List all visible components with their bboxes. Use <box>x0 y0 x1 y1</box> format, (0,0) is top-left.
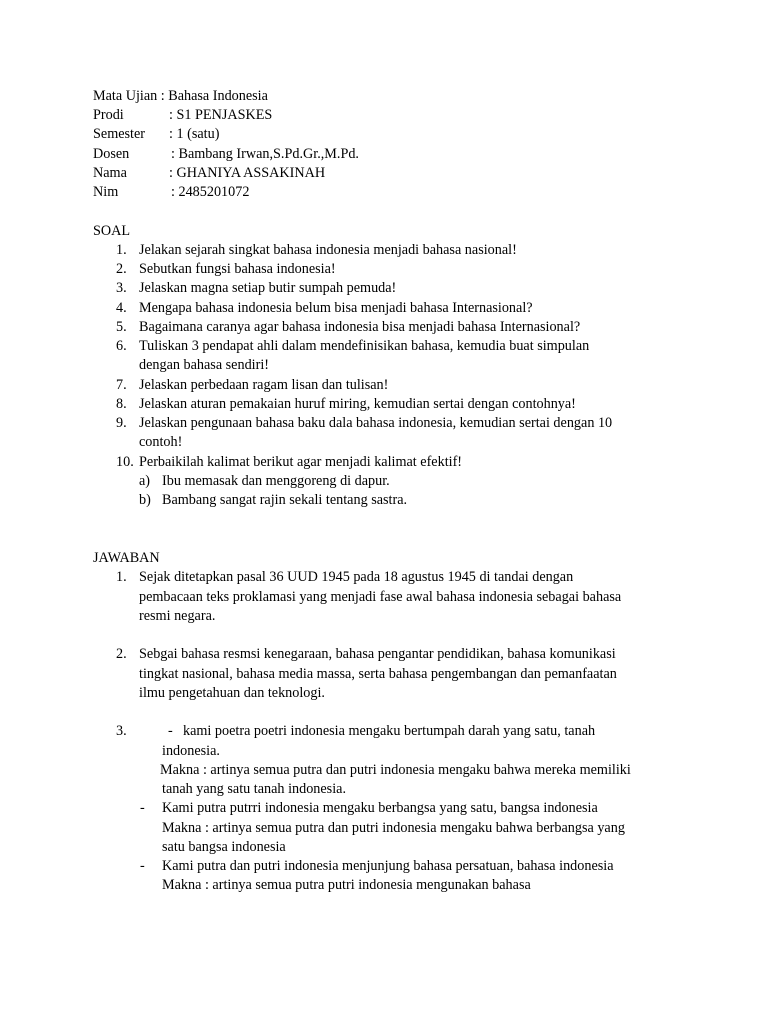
makna-text: Makna : artinya semua putra dan putri indonesia mengaku bahwa berbangsa yang <box>162 820 625 836</box>
soal-text: contoh! <box>139 434 183 450</box>
soal-text: Jelaskan magna setiap butir sumpah pemuda! <box>139 280 397 296</box>
soal-num: 1. <box>116 242 127 258</box>
jawaban-num: 3. <box>116 723 127 739</box>
sub-item-label: a) <box>139 473 151 489</box>
bullet-dash: - <box>140 800 145 816</box>
soal-text: Bagaimana caranya agar bahasa indonesia bisa menjadi bahasa Internasional? <box>139 319 581 335</box>
soal-num: 3. <box>116 280 127 296</box>
soal-text: Jelaskan aturan pemakaian huruf miring, kemudian sertai dengan contohnya! <box>139 396 576 412</box>
prodi-value: : S1 PENJASKES <box>169 107 273 123</box>
bullet-dash: - <box>168 723 173 739</box>
dosen-value: : Bambang Irwan,S.Pd.Gr.,M.Pd. <box>171 146 359 162</box>
nim-value: : 2485201072 <box>171 184 250 200</box>
soal-text: Jelaskan perbedaan ragam lisan dan tulisan! <box>139 377 389 393</box>
soal-num: 8. <box>116 396 127 412</box>
bullet-dash: - <box>140 858 145 874</box>
soal-num: 2. <box>116 261 127 277</box>
makna-text: Makna : artinya semua putra putri indonesia mengunakan bahasa <box>162 877 531 893</box>
jawaban-text: tingkat nasional, bahasa media massa, serta bahasa pengembangan dan pemanfaatan <box>139 666 617 682</box>
jawaban-text: kami poetra poetri indonesia mengaku bertumpah darah yang satu, tanah <box>183 723 596 739</box>
soal-text: Tuliskan 3 pendapat ahli dalam mendefinisikan bahasa, kemudia buat simpulan <box>139 338 590 354</box>
jawaban-text: ilmu pengetahuan dan teknologi. <box>139 685 325 701</box>
semester-value: : 1 (satu) <box>169 126 220 142</box>
soal-num: 5. <box>116 319 127 335</box>
semester-label: Semester <box>93 126 146 142</box>
sub-item-label: b) <box>139 492 151 508</box>
soal-text: Sebutkan fungsi bahasa indonesia! <box>139 261 336 277</box>
soal-text: Jelakan sejarah singkat bahasa indonesia menjadi bahasa nasional! <box>139 242 517 258</box>
jawaban-text: Sejak ditetapkan pasal 36 UUD 1945 pada 18 agustus 1945 di tandai dengan <box>139 569 574 585</box>
makna-text: satu bangsa indonesia <box>162 839 286 855</box>
sub-item-text: Ibu memasak dan menggoreng di dapur. <box>162 473 390 489</box>
soal-num: 4. <box>116 300 127 316</box>
jawaban-text: Sebgai bahasa resmsi kenegaraan, bahasa pengantar pendidikan, bahasa komunikasi <box>139 646 616 662</box>
jawaban-text: pembacaan teks proklamasi yang menjadi fase awal bahasa indonesia sebagai bahasa <box>139 589 622 605</box>
jawaban-text: resmi negara. <box>139 608 216 624</box>
nim-label: Nim <box>93 184 119 200</box>
soal-text: Jelaskan pengunaan bahasa baku dala bahasa indonesia, kemudian sertai dengan 10 <box>139 415 613 431</box>
jawaban-num: 2. <box>116 646 127 662</box>
jawaban-num: 1. <box>116 569 127 585</box>
jawaban-text: Kami putra putrri indonesia mengaku berbangsa yang satu, bangsa indonesia <box>162 800 598 816</box>
soal-text: Mengapa bahasa indonesia belum bisa menjadi bahasa Internasional? <box>139 300 533 316</box>
nama-value: : GHANIYA ASSAKINAH <box>169 165 326 181</box>
soal-heading: SOAL <box>93 223 131 239</box>
exam-subject: Mata Ujian : Bahasa Indonesia <box>93 88 268 104</box>
prodi-label: Prodi <box>93 107 124 123</box>
jawaban-heading: JAWABAN <box>93 550 160 566</box>
soal-num: 7. <box>116 377 127 393</box>
dosen-label: Dosen <box>93 146 130 162</box>
jawaban-text: Kami putra dan putri indonesia menjunjung bahasa persatuan, bahasa indonesia <box>162 858 614 874</box>
makna-text: Makna : artinya semua putra dan putri indonesia mengaku bahwa mereka memiliki <box>160 762 631 778</box>
sub-item-text: Bambang sangat rajin sekali tentang sastra. <box>162 492 408 508</box>
makna-text: tanah yang satu tanah indonesia. <box>162 781 346 797</box>
soal-text: Perbaikilah kalimat berikut agar menjadi kalimat efektif! <box>139 454 463 470</box>
soal-num: 9. <box>116 415 127 431</box>
jawaban-text: indonesia. <box>162 743 220 759</box>
soal-text: dengan bahasa sendiri! <box>139 357 270 373</box>
soal-num: 10. <box>116 454 134 470</box>
soal-num: 6. <box>116 338 127 354</box>
nama-label: Nama <box>93 165 127 181</box>
